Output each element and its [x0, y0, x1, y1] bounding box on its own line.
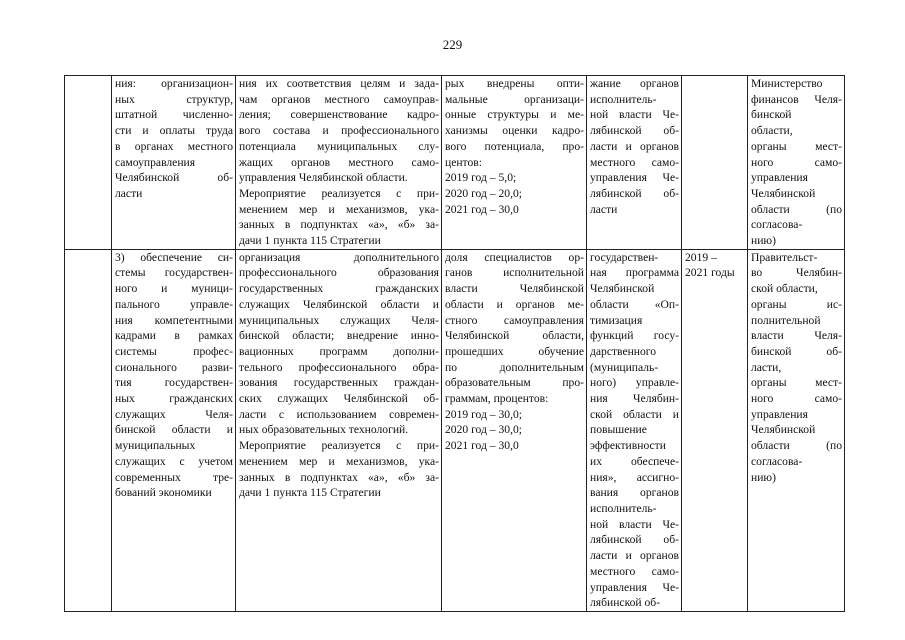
cell-line: ласти с использованием современ-: [239, 407, 439, 421]
cell-line: Челябинской: [590, 282, 655, 296]
cell-line: Челябинской: [751, 423, 816, 437]
cell-line: лябинской об-: [590, 186, 679, 200]
cell-line: системы профес-: [115, 344, 233, 358]
cell-line: ного) управле-: [590, 376, 679, 390]
cell-line: сти и оплаты труда: [115, 124, 233, 138]
cell-line: ханизмы оценки кадро-: [445, 124, 584, 138]
cell-line: чам органов местного самоуправ-: [239, 92, 439, 106]
cell-line: вационных программ дополни-: [239, 344, 439, 358]
cell-line: организация дополнительного: [239, 250, 439, 264]
cell-line: Мероприятие реализуется с при-: [239, 439, 439, 453]
cell-line: органы ис-: [751, 297, 842, 311]
cell-line: мальные организаци-: [445, 92, 584, 106]
responsible-cell: [748, 249, 845, 611]
page-number: 229: [442, 37, 463, 52]
cell-line: служащих Челя-: [115, 407, 233, 421]
cell-line: лябинской об-: [590, 124, 679, 138]
cell-line: области (по: [751, 439, 842, 453]
cell-line: управления Че-: [590, 171, 679, 185]
cell-line: ласти и органов: [590, 549, 679, 563]
cell-line: вого состава и профессионального: [239, 124, 439, 138]
cell-line: бинской об-: [751, 344, 842, 358]
cell-line: занных в подпунктах «а», «б» за-: [239, 470, 439, 484]
cell-line: ганов исполнительной: [445, 266, 584, 280]
cell-line: ных гражданских: [115, 392, 233, 406]
cell-line: зования государственных граждан-: [239, 376, 439, 390]
cell-line: функций госу-: [590, 329, 679, 343]
cell-line: стного самоуправления: [445, 313, 584, 327]
cell-line: Челябинской: [751, 186, 816, 200]
cell-line: ния Челябин-: [590, 392, 679, 406]
cell-line: ной власти Че-: [590, 517, 679, 531]
measures-table: [64, 75, 845, 612]
cell-line: государственных гражданских: [239, 282, 439, 296]
task-cell: [112, 249, 236, 611]
indicator-cell: [442, 249, 587, 611]
cell-line: управления: [751, 171, 808, 185]
cell-line: повышение: [590, 423, 647, 437]
cell-line: менением мер и механизмов, ука-: [239, 202, 439, 216]
cell-line: эффективности: [590, 439, 666, 453]
cell-line: ления; совершенствование кадро-: [239, 108, 439, 122]
cell-line: ской области,: [751, 282, 818, 296]
cell-line: ния», ассигно-: [590, 470, 679, 484]
responsible-cell: [748, 76, 845, 250]
cell-line: нию): [751, 234, 776, 248]
cell-line: доля специалистов ор-: [445, 250, 584, 264]
cell-line: 2021 год – 30,0: [445, 439, 519, 453]
cell-line: их обеспече-: [590, 454, 679, 468]
cell-line: управления: [751, 407, 808, 421]
cell-line: ного и муници-: [115, 282, 233, 296]
cell-line: ласти и органов: [590, 139, 679, 153]
cell-line: исполнитель-: [590, 92, 657, 106]
cell-line: дачи 1 пункта 115 Стратегии: [239, 234, 381, 248]
cell-line: граммам, процентов:: [445, 392, 549, 406]
cell-line: бований экономики: [115, 486, 212, 500]
cell-line: по дополнительным: [445, 360, 584, 374]
cell-line: лябинской об-: [590, 533, 679, 547]
cell-line: органы мест-: [751, 376, 842, 390]
cell-line: штатной численно-: [115, 108, 233, 122]
cell-line: области,: [751, 124, 793, 138]
cell-line: 3) обеспечение си-: [115, 250, 233, 264]
cell-line: ной власти Че-: [590, 108, 679, 122]
cell-line: финансов Челя-: [751, 92, 842, 106]
cell-line: сионального разви-: [115, 360, 233, 374]
cell-line: потенциала муниципальных слу-: [239, 139, 439, 153]
cell-line: рых внедрены опти-: [445, 77, 584, 90]
cell-line: ласти: [590, 202, 618, 216]
cell-line: исполнитель-: [590, 501, 657, 515]
table-row: [65, 76, 845, 250]
task-cell: [112, 76, 236, 250]
cell-line: 2019 –: [685, 250, 717, 264]
cell-line: 2020 год – 30,0;: [445, 423, 523, 437]
cell-line: профессионального образования: [239, 266, 439, 280]
cell-line: центов:: [445, 155, 482, 169]
cell-line: местного само-: [590, 155, 679, 169]
cell-line: ния их соответствия целям и зада-: [239, 77, 439, 90]
cell-line: ного само-: [751, 392, 842, 406]
cell-line: во Челябин-: [751, 266, 842, 280]
cell-line: Челябинской об-: [115, 171, 233, 185]
cell-line: ного само-: [751, 155, 842, 169]
cell-line: самоуправления: [115, 155, 196, 169]
cell-line: Челябинской области,: [445, 329, 584, 343]
cell-line: дачи 1 пункта 115 Стратегии: [239, 486, 381, 500]
cell-line: в органах местного: [115, 139, 233, 153]
cell-line: современных тре-: [115, 470, 233, 484]
number-cell: [65, 76, 112, 250]
cell-line: тельного профессионального обра-: [239, 360, 439, 374]
cell-line: ния компетентными: [115, 313, 233, 327]
cell-line: муниципальных служащих Челя-: [239, 313, 439, 327]
number-cell: [65, 249, 112, 611]
cell-line: ской области и: [590, 407, 679, 421]
cell-line: служащих с учетом: [115, 454, 233, 468]
cell-line: государствен-: [590, 250, 659, 264]
cell-line: 2019 год – 5,0;: [445, 171, 517, 185]
cell-line: 2020 год – 20,0;: [445, 186, 523, 200]
cell-line: бинской: [751, 108, 792, 122]
cell-line: ная программа: [590, 266, 679, 280]
period-cell: [682, 249, 748, 611]
cell-line: управления Че-: [590, 580, 679, 594]
cell-line: области (по: [751, 202, 842, 216]
cell-line: дарственного: [590, 344, 657, 358]
cell-line: органы мест-: [751, 139, 842, 153]
cell-line: жание органов: [590, 77, 679, 90]
cell-line: менением мер и механизмов, ука-: [239, 454, 439, 468]
cell-line: стемы государствен-: [115, 266, 233, 280]
cell-line: онные структуры и ме-: [445, 108, 584, 122]
cell-line: (муниципаль-: [590, 360, 659, 374]
cell-line: ных структур,: [115, 92, 233, 106]
cell-line: 2021 год – 30,0: [445, 202, 519, 216]
cell-line: Правительст-: [751, 250, 818, 264]
source-cell: [587, 249, 682, 611]
cell-line: местного само-: [590, 564, 679, 578]
cell-line: вания органов: [590, 486, 679, 500]
cell-line: 2021 годы: [685, 266, 735, 280]
cell-line: власти Челя-: [751, 329, 842, 343]
cell-line: ласти: [115, 186, 143, 200]
cell-line: вого потенциала, про-: [445, 139, 584, 153]
measure-cell: [236, 76, 442, 250]
cell-line: муниципальных: [115, 439, 196, 453]
cell-line: лябинской об-: [590, 596, 661, 610]
cell-line: бинской области и: [115, 423, 233, 437]
cell-line: бинской области; внедрение инно-: [239, 329, 439, 343]
cell-line: Мероприятие реализуется с при-: [239, 186, 439, 200]
cell-line: ских служащих Челябинской об-: [239, 392, 439, 406]
cell-line: служащих Челябинской области и: [239, 297, 439, 311]
cell-line: ных образовательных технологий.: [239, 423, 409, 437]
cell-line: пального управле-: [115, 297, 233, 311]
cell-line: занных в подпунктах «а», «б» за-: [239, 218, 439, 232]
period-cell: [682, 76, 748, 250]
table-row: [65, 249, 845, 611]
cell-line: тия государствен-: [115, 376, 233, 390]
cell-line: жащих органов местного само-: [239, 155, 439, 169]
cell-line: области и органов ме-: [445, 297, 584, 311]
cell-line: нию): [751, 470, 776, 484]
measure-cell: [236, 249, 442, 611]
cell-line: ния: организацион-: [115, 77, 233, 90]
cell-line: 2019 год – 30,0;: [445, 407, 523, 421]
cell-line: согласова-: [751, 454, 803, 468]
source-cell: [587, 76, 682, 250]
cell-line: тимизация: [590, 313, 643, 327]
cell-line: власти Челябинской: [445, 282, 584, 296]
cell-line: ласти,: [751, 360, 782, 374]
cell-line: кадрами в рамках: [115, 329, 233, 343]
cell-line: управления Челябинской области.: [239, 171, 408, 185]
cell-line: полнительной: [751, 313, 821, 327]
cell-line: Министерство: [751, 77, 823, 90]
cell-line: согласова-: [751, 218, 803, 232]
cell-line: области «Оп-: [590, 297, 679, 311]
indicator-cell: [442, 76, 587, 250]
cell-line: прошедших обучение: [445, 344, 584, 358]
cell-line: образовательным про-: [445, 376, 584, 390]
